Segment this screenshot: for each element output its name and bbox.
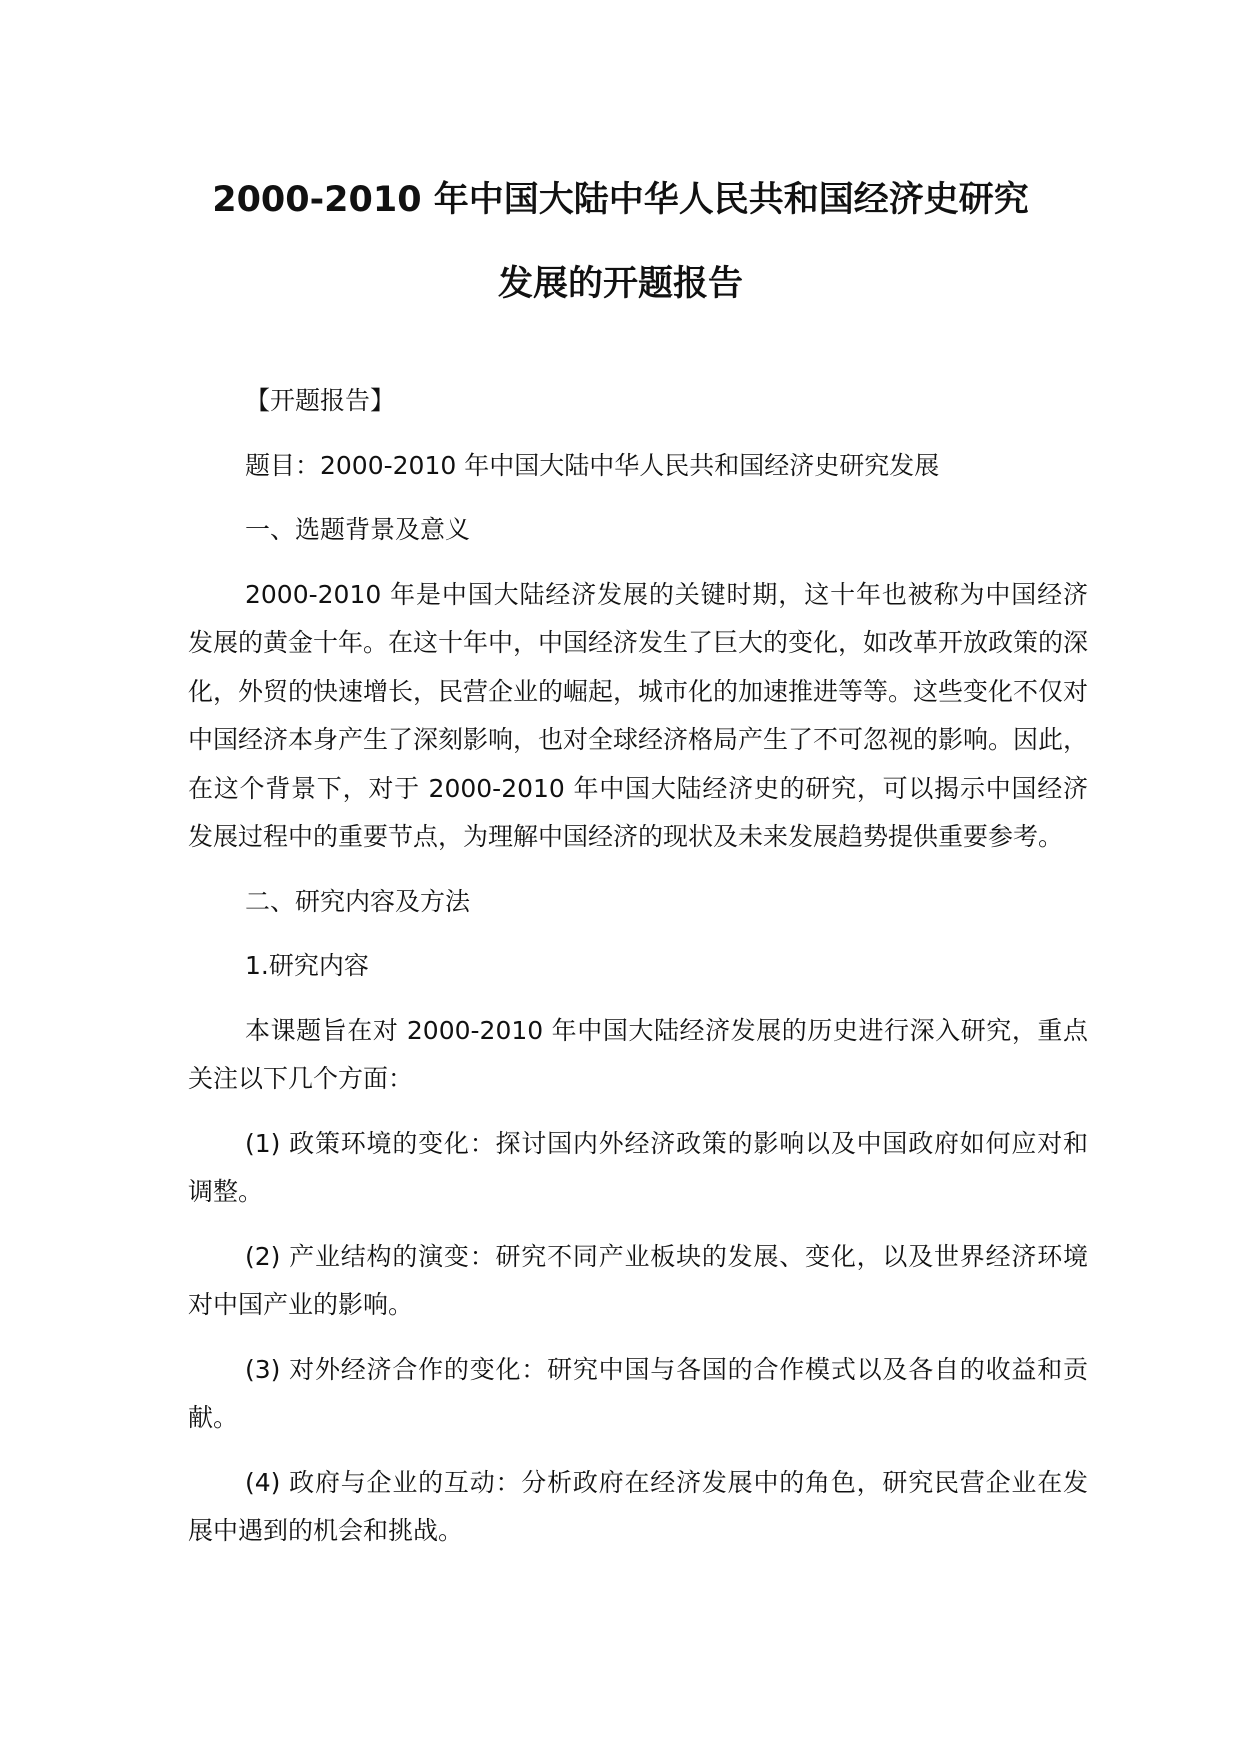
content-item-3: (3) 对外经济合作的变化：研究中国与各国的合作模式以及各自的收益和贡献。 bbox=[188, 1354, 1088, 1432]
section-label: 【开题报告】 bbox=[245, 386, 396, 415]
section-heading-content-method: 二、研究内容及方法 bbox=[245, 886, 471, 916]
document-body bbox=[188, 377, 1088, 1572]
section-heading-background: 一、选题背景及意义 bbox=[245, 515, 471, 544]
document-title-line-1: 2000-2010 年中国大陆中华人民共和国经济史研究 bbox=[212, 180, 1029, 220]
background-paragraph: 2000-2010 年是中国大陆经济发展的关键时期，这十年也被称为中国经济发展的黄金十年。在这十年中，中国经济发生了巨大的变化，如改革开放政策的深化，外贸的快速增长，民营企业的崛起，城市化的加速推进等等。这些变化不仅对中国经济本身产生了深刻影响，也对全球经济格局产生了不可忽视的影响。因此，在这个背景下，对于 2000-2010 年中国大陆经济史的研究，可以揭示中国经济发展过程中的重要节点，为理解中国经济的现状及未来发展趋势提供重要参考。 bbox=[188, 579, 1089, 851]
content-item-2: (2) 产业结构的演变：研究不同产业板块的发展、变化，以及世界经济环境对中国产业的影响。 bbox=[188, 1241, 1088, 1319]
subsection-heading-content: 1.研究内容 bbox=[245, 951, 369, 980]
topic-line: 题目：2000-2010 年中国大陆中华人民共和国经济史研究发展 bbox=[245, 450, 940, 480]
content-item-4: (4) 政府与企业的互动：分析政府在经济发展中的角色，研究民营企业在发展中遇到的机会和挑战。 bbox=[188, 1467, 1088, 1545]
content-item-1: (1) 政策环境的变化：探讨国内外经济政策的影响以及中国政府如何应对和调整。 bbox=[188, 1128, 1088, 1206]
document-title-line-2: 发展的开题报告 bbox=[497, 264, 743, 304]
content-intro-paragraph: 本课题旨在对 2000-2010 年中国大陆经济发展的历史进行深入研究，重点关注以下几个方面： bbox=[188, 1015, 1088, 1093]
